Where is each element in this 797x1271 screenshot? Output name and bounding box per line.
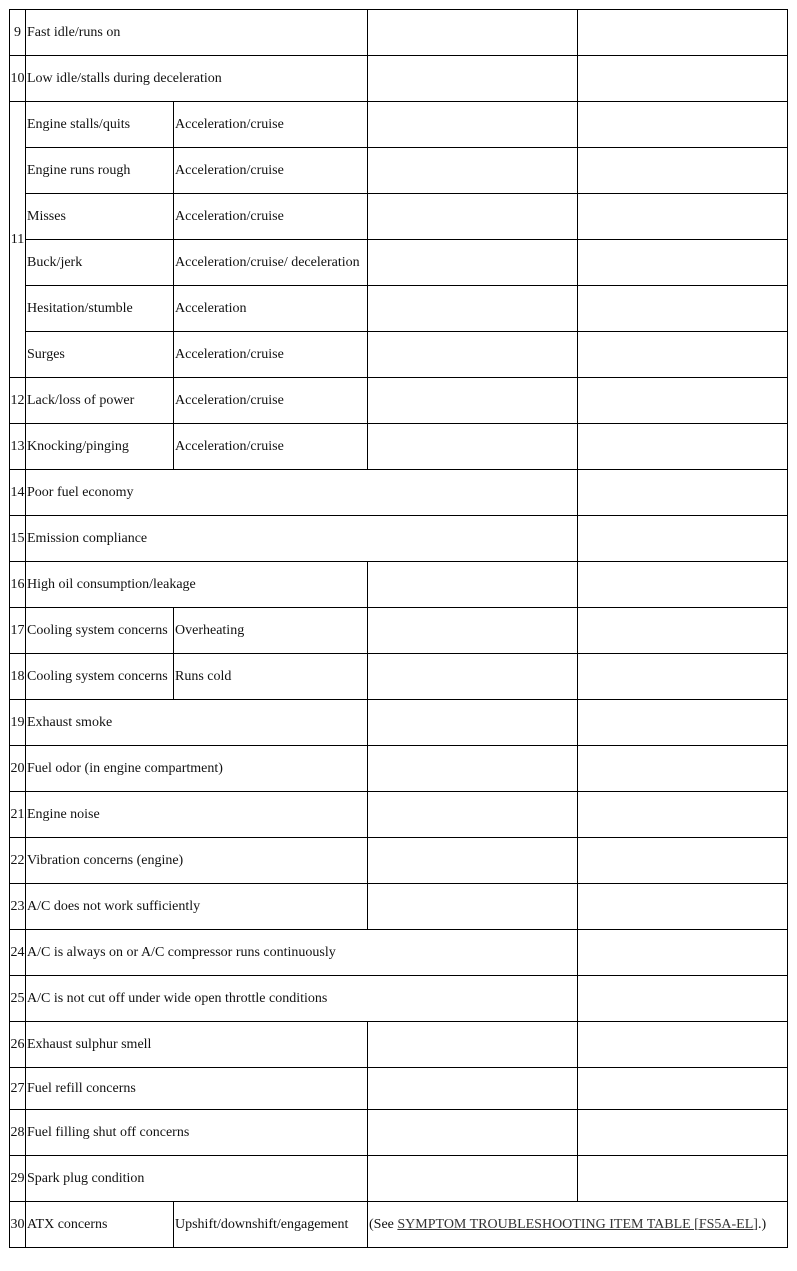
symptom-troubleshooting-link[interactable]: SYMPTOM TROUBLESHOOTING ITEM TABLE [FS5A-EL] <box>397 1216 758 1232</box>
row-number: 20 <box>10 746 26 792</box>
symptom-cell: High oil consumption/leakage <box>26 562 368 608</box>
blank-cell <box>368 884 578 930</box>
blank-cell <box>578 240 788 286</box>
row-number: 18 <box>10 654 26 700</box>
table-row <box>10 976 788 1022</box>
blank-cell <box>368 654 578 700</box>
blank-cell <box>368 746 578 792</box>
symptom-cell: A/C does not work sufficiently <box>26 884 368 930</box>
table-row <box>10 470 788 516</box>
blank-cell <box>578 56 788 102</box>
table-row <box>10 240 788 286</box>
symptom-cell: Fuel filling shut off concerns <box>26 1110 368 1156</box>
table-row <box>10 1156 788 1202</box>
blank-cell <box>368 792 578 838</box>
blank-cell <box>578 516 788 562</box>
table-row <box>10 378 788 424</box>
table-row <box>10 792 788 838</box>
symptom-cell: Cooling system concerns <box>26 608 174 654</box>
blank-cell <box>578 1068 788 1110</box>
table-row <box>10 700 788 746</box>
row-number: 14 <box>10 470 26 516</box>
row-number: 17 <box>10 608 26 654</box>
table-row <box>10 1068 788 1110</box>
condition-cell: Acceleration/cruise/ deceleration <box>174 240 368 286</box>
symptom-cell: Cooling system concerns <box>26 654 174 700</box>
symptom-cell: Surges <box>26 332 174 378</box>
blank-cell <box>368 56 578 102</box>
condition-cell: Upshift/downshift/engagement <box>174 1202 368 1248</box>
symptom-cell: Spark plug condition <box>26 1156 368 1202</box>
condition-cell: Acceleration/cruise <box>174 424 368 470</box>
table-row <box>10 332 788 378</box>
symptom-cell: Fuel odor (in engine compartment) <box>26 746 368 792</box>
row-number: 23 <box>10 884 26 930</box>
blank-cell <box>368 608 578 654</box>
blank-cell <box>578 608 788 654</box>
row-number: 25 <box>10 976 26 1022</box>
table-row <box>10 148 788 194</box>
symptom-cell: Poor fuel economy <box>26 470 578 516</box>
blank-cell <box>368 1156 578 1202</box>
condition-cell: Overheating <box>174 608 368 654</box>
condition-cell: Acceleration <box>174 286 368 332</box>
see-reference-cell <box>368 1202 788 1248</box>
row-number: 29 <box>10 1156 26 1202</box>
symptom-cell: Exhaust sulphur smell <box>26 1022 368 1068</box>
blank-cell <box>578 1022 788 1068</box>
blank-cell <box>368 10 578 56</box>
blank-cell <box>578 654 788 700</box>
blank-cell <box>368 562 578 608</box>
row-number: 24 <box>10 930 26 976</box>
blank-cell <box>368 240 578 286</box>
row-number: 28 <box>10 1110 26 1156</box>
reference-prefix: (See <box>369 1216 398 1232</box>
row-number: 15 <box>10 516 26 562</box>
symptom-cell: Lack/loss of power <box>26 378 174 424</box>
symptom-cell: Engine noise <box>26 792 368 838</box>
blank-cell <box>368 194 578 240</box>
condition-cell: Acceleration/cruise <box>174 194 368 240</box>
blank-cell <box>578 976 788 1022</box>
blank-cell <box>578 332 788 378</box>
blank-cell <box>578 930 788 976</box>
symptom-cell: A/C is always on or A/C compressor runs continuously <box>26 930 578 976</box>
row-number: 21 <box>10 792 26 838</box>
symptom-cell: Misses <box>26 194 174 240</box>
blank-cell <box>368 102 578 148</box>
table-row <box>10 838 788 884</box>
symptom-cell: ATX concerns <box>26 1202 174 1248</box>
blank-cell <box>368 424 578 470</box>
blank-cell <box>578 792 788 838</box>
blank-cell <box>368 148 578 194</box>
blank-cell <box>578 194 788 240</box>
symptom-cell: Engine stalls/quits <box>26 102 174 148</box>
blank-cell <box>578 1156 788 1202</box>
symptom-cell: Emission compliance <box>26 516 578 562</box>
blank-cell <box>368 838 578 884</box>
symptom-cell: Low idle/stalls during deceleration <box>26 56 368 102</box>
row-number: 26 <box>10 1022 26 1068</box>
blank-cell <box>578 1110 788 1156</box>
table-row <box>10 56 788 102</box>
symptom-cell: Knocking/pinging <box>26 424 174 470</box>
blank-cell <box>578 102 788 148</box>
row-number: 10 <box>10 56 26 102</box>
condition-cell: Acceleration/cruise <box>174 148 368 194</box>
table-row <box>10 10 788 56</box>
table-row <box>10 654 788 700</box>
table-row <box>10 930 788 976</box>
blank-cell <box>368 700 578 746</box>
row-number: 22 <box>10 838 26 884</box>
condition-cell: Acceleration/cruise <box>174 102 368 148</box>
table-row <box>10 102 788 148</box>
blank-cell <box>368 1068 578 1110</box>
table-row <box>10 516 788 562</box>
condition-cell: Runs cold <box>174 654 368 700</box>
symptom-cell: Fast idle/runs on <box>26 10 368 56</box>
row-number: 19 <box>10 700 26 746</box>
reference-suffix: .) <box>757 1216 767 1232</box>
symptom-cell: Engine runs rough <box>26 148 174 194</box>
blank-cell <box>368 332 578 378</box>
table-row <box>10 884 788 930</box>
row-number: 11 <box>10 102 26 378</box>
table-row <box>10 1110 788 1156</box>
symptom-cell: Exhaust smoke <box>26 700 368 746</box>
table-row <box>10 424 788 470</box>
table-row <box>10 746 788 792</box>
blank-cell <box>578 700 788 746</box>
blank-cell <box>578 10 788 56</box>
blank-cell <box>578 746 788 792</box>
blank-cell <box>578 562 788 608</box>
blank-cell <box>368 286 578 332</box>
blank-cell <box>368 378 578 424</box>
blank-cell <box>578 424 788 470</box>
condition-cell: Acceleration/cruise <box>174 378 368 424</box>
row-number: 12 <box>10 378 26 424</box>
blank-cell <box>578 148 788 194</box>
blank-cell <box>368 1022 578 1068</box>
symptom-cell: Buck/jerk <box>26 240 174 286</box>
table-row <box>10 1022 788 1068</box>
symptom-cell: A/C is not cut off under wide open throttle conditions <box>26 976 578 1022</box>
table-row <box>10 194 788 240</box>
row-number: 30 <box>10 1202 26 1248</box>
symptom-cell: Hesitation/stumble <box>26 286 174 332</box>
condition-cell: Acceleration/cruise <box>174 332 368 378</box>
row-number: 9 <box>10 10 26 56</box>
symptom-table <box>9 9 788 1248</box>
table-row <box>10 286 788 332</box>
row-number: 13 <box>10 424 26 470</box>
blank-cell <box>578 884 788 930</box>
table-row <box>10 608 788 654</box>
blank-cell <box>578 378 788 424</box>
blank-cell <box>578 838 788 884</box>
row-number: 27 <box>10 1068 26 1110</box>
blank-cell <box>368 1110 578 1156</box>
blank-cell <box>578 286 788 332</box>
table-row <box>10 1202 788 1248</box>
symptom-cell: Vibration concerns (engine) <box>26 838 368 884</box>
row-number: 16 <box>10 562 26 608</box>
blank-cell <box>578 470 788 516</box>
table-row <box>10 562 788 608</box>
symptom-cell: Fuel refill concerns <box>26 1068 368 1110</box>
